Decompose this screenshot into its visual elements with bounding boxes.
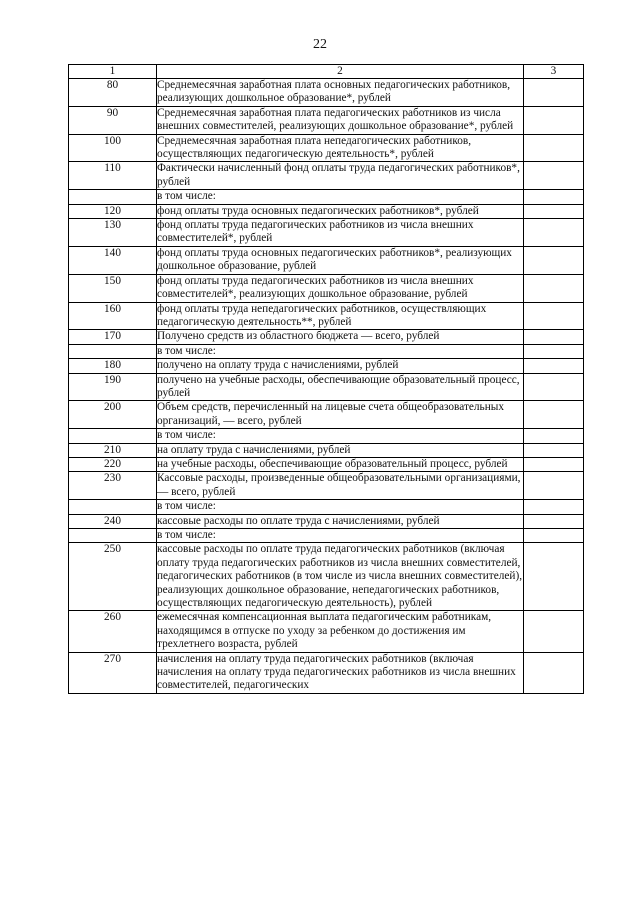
row-code	[69, 529, 157, 543]
row-value-cell	[524, 514, 584, 528]
row-code: 190	[69, 373, 157, 401]
row-code: 170	[69, 330, 157, 344]
row-code: 110	[69, 162, 157, 190]
row-value-cell	[524, 162, 584, 190]
row-value-cell	[524, 611, 584, 652]
table-header-row	[69, 65, 584, 79]
table-row	[69, 79, 584, 107]
row-code: 160	[69, 302, 157, 330]
row-value-cell	[524, 652, 584, 693]
table-row	[69, 529, 584, 543]
row-code: 210	[69, 443, 157, 457]
row-value-cell	[524, 302, 584, 330]
row-code	[69, 344, 157, 358]
row-description: фонд оплаты труда основных педагогических работников*, рублей	[157, 204, 524, 218]
row-description: в том числе:	[157, 529, 524, 543]
header-col-1: 1	[69, 65, 157, 79]
row-code: 140	[69, 246, 157, 274]
row-value-cell	[524, 330, 584, 344]
table-row	[69, 190, 584, 204]
row-description: начисления на оплату труда педагогических работников (включая начисления на оплату труда педагогических работников из числа внешних совместителей, педагогических	[157, 652, 524, 693]
row-code: 150	[69, 274, 157, 302]
row-code: 200	[69, 401, 157, 429]
row-description: Объем средств, перечисленный на лицевые счета общеобразовательных организаций, — всего, рублей	[157, 401, 524, 429]
row-description: Получено средств из областного бюджета — всего, рублей	[157, 330, 524, 344]
row-description: ежемесячная компенсационная выплата педагогическим работникам, находящимся в отпуске по уходу за ребенком до достижения им трехлетнего возраста, рублей	[157, 611, 524, 652]
header-col-3: 3	[524, 65, 584, 79]
table-row	[69, 457, 584, 471]
row-value-cell	[524, 529, 584, 543]
table-row	[69, 443, 584, 457]
row-value-cell	[524, 219, 584, 247]
row-description: фонд оплаты труда педагогических работников из числа внешних совместителей*, рублей	[157, 219, 524, 247]
row-description: фонд оплаты труда педагогических работников из числа внешних совместителей*, реализующих дошкольное образование, рублей	[157, 274, 524, 302]
row-code: 250	[69, 543, 157, 611]
row-code: 220	[69, 457, 157, 471]
row-value-cell	[524, 500, 584, 514]
row-code	[69, 190, 157, 204]
row-code: 90	[69, 106, 157, 134]
row-value-cell	[524, 106, 584, 134]
row-description: на оплату труда с начислениями, рублей	[157, 443, 524, 457]
table-row	[69, 359, 584, 373]
row-description: в том числе:	[157, 429, 524, 443]
row-description: в том числе:	[157, 190, 524, 204]
page-number: 22	[313, 37, 327, 52]
row-description: в том числе:	[157, 500, 524, 514]
row-description: Кассовые расходы, произведенные общеобразовательными организациями, — всего, рублей	[157, 472, 524, 500]
row-code: 180	[69, 359, 157, 373]
indicators-table	[68, 64, 584, 694]
table-row	[69, 514, 584, 528]
table-row	[69, 330, 584, 344]
row-value-cell	[524, 359, 584, 373]
row-value-cell	[524, 373, 584, 401]
table-row	[69, 162, 584, 190]
table-row	[69, 373, 584, 401]
row-code: 130	[69, 219, 157, 247]
row-value-cell	[524, 246, 584, 274]
table-row	[69, 472, 584, 500]
table-row	[69, 219, 584, 247]
row-code: 270	[69, 652, 157, 693]
row-description: фонд оплаты труда непедагогических работников, осуществляющих педагогическую деятельность**, рублей	[157, 302, 524, 330]
row-description: Среднемесячная заработная плата непедагогических работников, осуществляющих педагогическую деятельность*, рублей	[157, 134, 524, 162]
row-value-cell	[524, 457, 584, 471]
row-description: в том числе:	[157, 344, 524, 358]
row-value-cell	[524, 79, 584, 107]
row-value-cell	[524, 443, 584, 457]
row-value-cell	[524, 204, 584, 218]
table-row	[69, 134, 584, 162]
row-value-cell	[524, 543, 584, 611]
row-value-cell	[524, 472, 584, 500]
row-value-cell	[524, 190, 584, 204]
row-code: 80	[69, 79, 157, 107]
table-row	[69, 543, 584, 611]
table-row	[69, 106, 584, 134]
row-description: Среднемесячная заработная плата педагогических работников из числа внешних совместителей, реализующих дошкольное образование*, рублей	[157, 106, 524, 134]
row-code	[69, 500, 157, 514]
row-value-cell	[524, 401, 584, 429]
table-row	[69, 652, 584, 693]
row-description: получено на оплату труда с начислениями, рублей	[157, 359, 524, 373]
row-value-cell	[524, 429, 584, 443]
table-row	[69, 500, 584, 514]
table-row	[69, 429, 584, 443]
row-value-cell	[524, 134, 584, 162]
row-code: 260	[69, 611, 157, 652]
header-col-2: 2	[157, 65, 524, 79]
row-code: 230	[69, 472, 157, 500]
row-description: Среднемесячная заработная плата основных педагогических работников, реализующих дошкольное образование*, рублей	[157, 79, 524, 107]
table-row	[69, 302, 584, 330]
row-description: получено на учебные расходы, обеспечивающие образовательный процесс, рублей	[157, 373, 524, 401]
table-row	[69, 204, 584, 218]
row-description: кассовые расходы по оплате труда с начислениями, рублей	[157, 514, 524, 528]
table-row	[69, 344, 584, 358]
row-description: кассовые расходы по оплате труда педагогических работников (включая оплату труда педагогических работников из числа внешних совместителей, педагогических работников (в том числе из числа внешних совместителей), реализующих дошкольное образование, непедагогических работников, осуществляющих педагогическую деятельность), рублей	[157, 543, 523, 610]
row-description: Фактически начисленный фонд оплаты труда педагогических работников*, рублей	[157, 162, 524, 190]
row-code	[69, 429, 157, 443]
row-value-cell	[524, 274, 584, 302]
table-row	[69, 246, 584, 274]
row-code: 100	[69, 134, 157, 162]
row-description: на учебные расходы, обеспечивающие образовательный процесс, рублей	[157, 457, 524, 471]
row-value-cell	[524, 344, 584, 358]
table-row	[69, 274, 584, 302]
table-body	[69, 79, 584, 694]
table-row	[69, 401, 584, 429]
row-description: фонд оплаты труда основных педагогических работников*, реализующих дошкольное образование, рублей	[157, 246, 524, 274]
table-row	[69, 611, 584, 652]
row-code: 120	[69, 204, 157, 218]
row-code: 240	[69, 514, 157, 528]
